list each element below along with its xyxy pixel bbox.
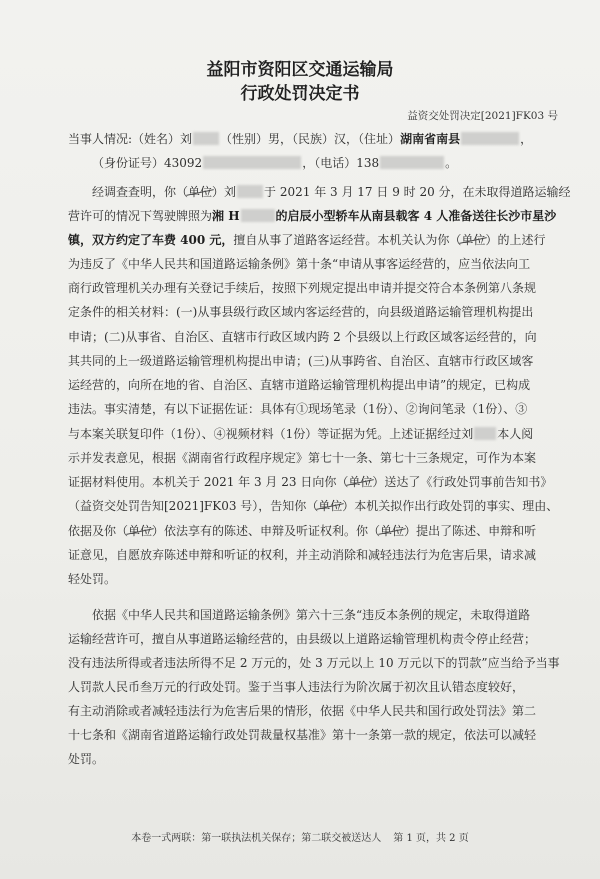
text-run: ）依法享有的陈述、申辩及听证权利。你（ [152, 524, 381, 538]
facts-line-8: 其共同的上一级道路运输管理机构提出申请；(三)从事跨省、自治区、直辖市行政区域客 [68, 354, 534, 368]
facts-line-16: 证意见，自愿放弃陈述申辩和听证的权利，并主动消除和减轻违法行为危害后果，请求减 [68, 548, 537, 562]
struck-text: 单位 [380, 524, 405, 538]
text-run: 的启辰小型轿车从南县载客 4 人准备送往长沙市星沙 [275, 209, 557, 223]
redaction [241, 209, 275, 222]
party-line-1 [68, 128, 568, 152]
facts-line-7: 申请；(二)从事省、自治区、直辖市行政区域内跨 2 个县级以上行政区域客运经营的，向 [68, 330, 537, 344]
facts-line-13 [68, 471, 568, 495]
party-gender-ethnicity: （性别）男，（民族）汉，（住址） [220, 132, 401, 146]
text-run: 证据材料使用。本机关于 2021 年 3 月 23 日向你（ [68, 475, 349, 489]
facts-line-14 [68, 495, 568, 519]
facts-line-1 [92, 181, 592, 205]
facts-line-11 [68, 423, 568, 447]
text-run: ）本机关拟作出行政处罚的事实、理由、 [342, 499, 559, 513]
redaction [380, 156, 444, 169]
facts-line-5: 商行政管理机关办理有关登记手续后，按照下列规定提出申请并提交符合本条例第八条规 [68, 281, 537, 295]
facts-line-6: 定条件的相关材料：(一)从事县级行政区域内客运经营的，向县级道路运输管理机构提出 [68, 305, 534, 319]
basis-line-7: 处罚。 [68, 752, 105, 766]
page-footer [0, 829, 600, 844]
basis-line-1: 依据《中华人民共和国道路运输条例》第六十三条“违反本条例的规定，未取得道路 [92, 608, 531, 622]
text-run: 经调查查明，你（ [92, 185, 189, 199]
facts-line-9: 运经营的，向所在地的省、自治区、直辖市道路运输管理机构提出申请”的规定，已构成 [68, 378, 531, 392]
text-run: ）刘 [212, 185, 237, 199]
text-run: 营许可的情况下驾驶牌照为 [68, 209, 213, 223]
facts-line-10: 违法。事实清楚，有以下证据佐证：具体有①现场笔录（1份）、②询问笔录（1份）、③ [68, 402, 528, 416]
text-run: 本人阅 [497, 427, 534, 441]
redaction [461, 132, 519, 145]
text-run: （益资交处罚告知[2021]FK03 号），告知你（ [68, 499, 319, 513]
text-run: 与本案关联复印件（1份）、④视频材料（1份）等证据为凭。上述证据经过刘 [68, 427, 474, 441]
text-run: 镇，双方约定了车费 400 元， [68, 233, 234, 247]
struck-text: 单位 [461, 233, 486, 247]
document-number: 益资交处罚决定[2021]FK03 号 [407, 110, 558, 122]
struck-text: 单位 [318, 499, 343, 513]
page-number: 第 1 页，共 2 页 [393, 833, 469, 844]
redaction [203, 156, 301, 169]
facts-line-4: 为违反了《中华人民共和国道路运输条例》第十条“申请从事客运经营的，应当依法向工 [68, 257, 531, 271]
facts-line-2 [68, 205, 568, 229]
punctuation: 。 [445, 156, 458, 170]
text-run: 擅自从事了道路客运经营。本机关认为你（ [233, 233, 462, 247]
basis-line-4: 人罚款人民币叁万元的行政处罚。鉴于当事人违法行为阶次属于初次且认错态度较好， [68, 680, 525, 694]
text-run: ）的上述行 [485, 233, 546, 247]
party-address: 湖南省南县 [400, 132, 461, 146]
struck-text: 单位 [128, 524, 153, 538]
redaction [237, 185, 263, 198]
facts-line-15 [68, 520, 568, 544]
basis-line-5: 有主动消除或者减轻违法行为危害后果的情形，依据《中华人民共和国行政处罚法》第二 [68, 704, 537, 718]
text-run: 于 2021 年 3 月 17 日 9 时 20 分，在未取得道路运输经 [264, 185, 571, 199]
basis-line-2: 运输经营许可，擅自从事道路运输经营的，由县级以上道路运输管理机构责令停止经营； [68, 632, 537, 646]
text-run: 依据及你（ [68, 524, 129, 538]
punctuation: ， [520, 132, 533, 146]
text-run: ）提出了陈述、申辩和听 [404, 524, 537, 538]
copies-note: 本卷一式两联：第一联执法机关保存；第二联交被送达人 [131, 833, 382, 844]
basis-line-6: 十七条和《湖南省道路运输行政处罚裁量权基准》第十一条第一款的规定，依法可以减轻 [68, 728, 537, 742]
redaction [193, 132, 219, 145]
party-name-label: 当事人情况:（姓名）刘 [68, 132, 193, 146]
text-run: ）送达了《行政处罚事前告知书》 [372, 475, 553, 489]
agency-title: 益阳市资阳区交通运输局 [206, 60, 394, 80]
facts-line-12: 示并发表意见，根据《湖南省行政程序规定》第七十一条、第七十三条规定，可作为本案 [68, 451, 537, 465]
basis-line-3: 没有违法所得或者违法所得不足 2 万元的，处 3 万元以上 10 万元以下的罚款”应当给予当事 [68, 656, 560, 670]
party-id-number: （身份证号）43092 [92, 156, 203, 170]
license-plate: 湘 H [212, 209, 240, 223]
document-type-title: 行政处罚决定书 [240, 84, 360, 104]
facts-line-3 [68, 229, 568, 253]
redaction [474, 427, 496, 440]
party-phone: ，（电话）138 [302, 156, 380, 170]
party-line-2 [92, 152, 592, 176]
facts-line-17: 轻处罚。 [68, 572, 117, 586]
struck-text: 单位 [188, 185, 213, 199]
struck-text: 单位 [348, 475, 373, 489]
